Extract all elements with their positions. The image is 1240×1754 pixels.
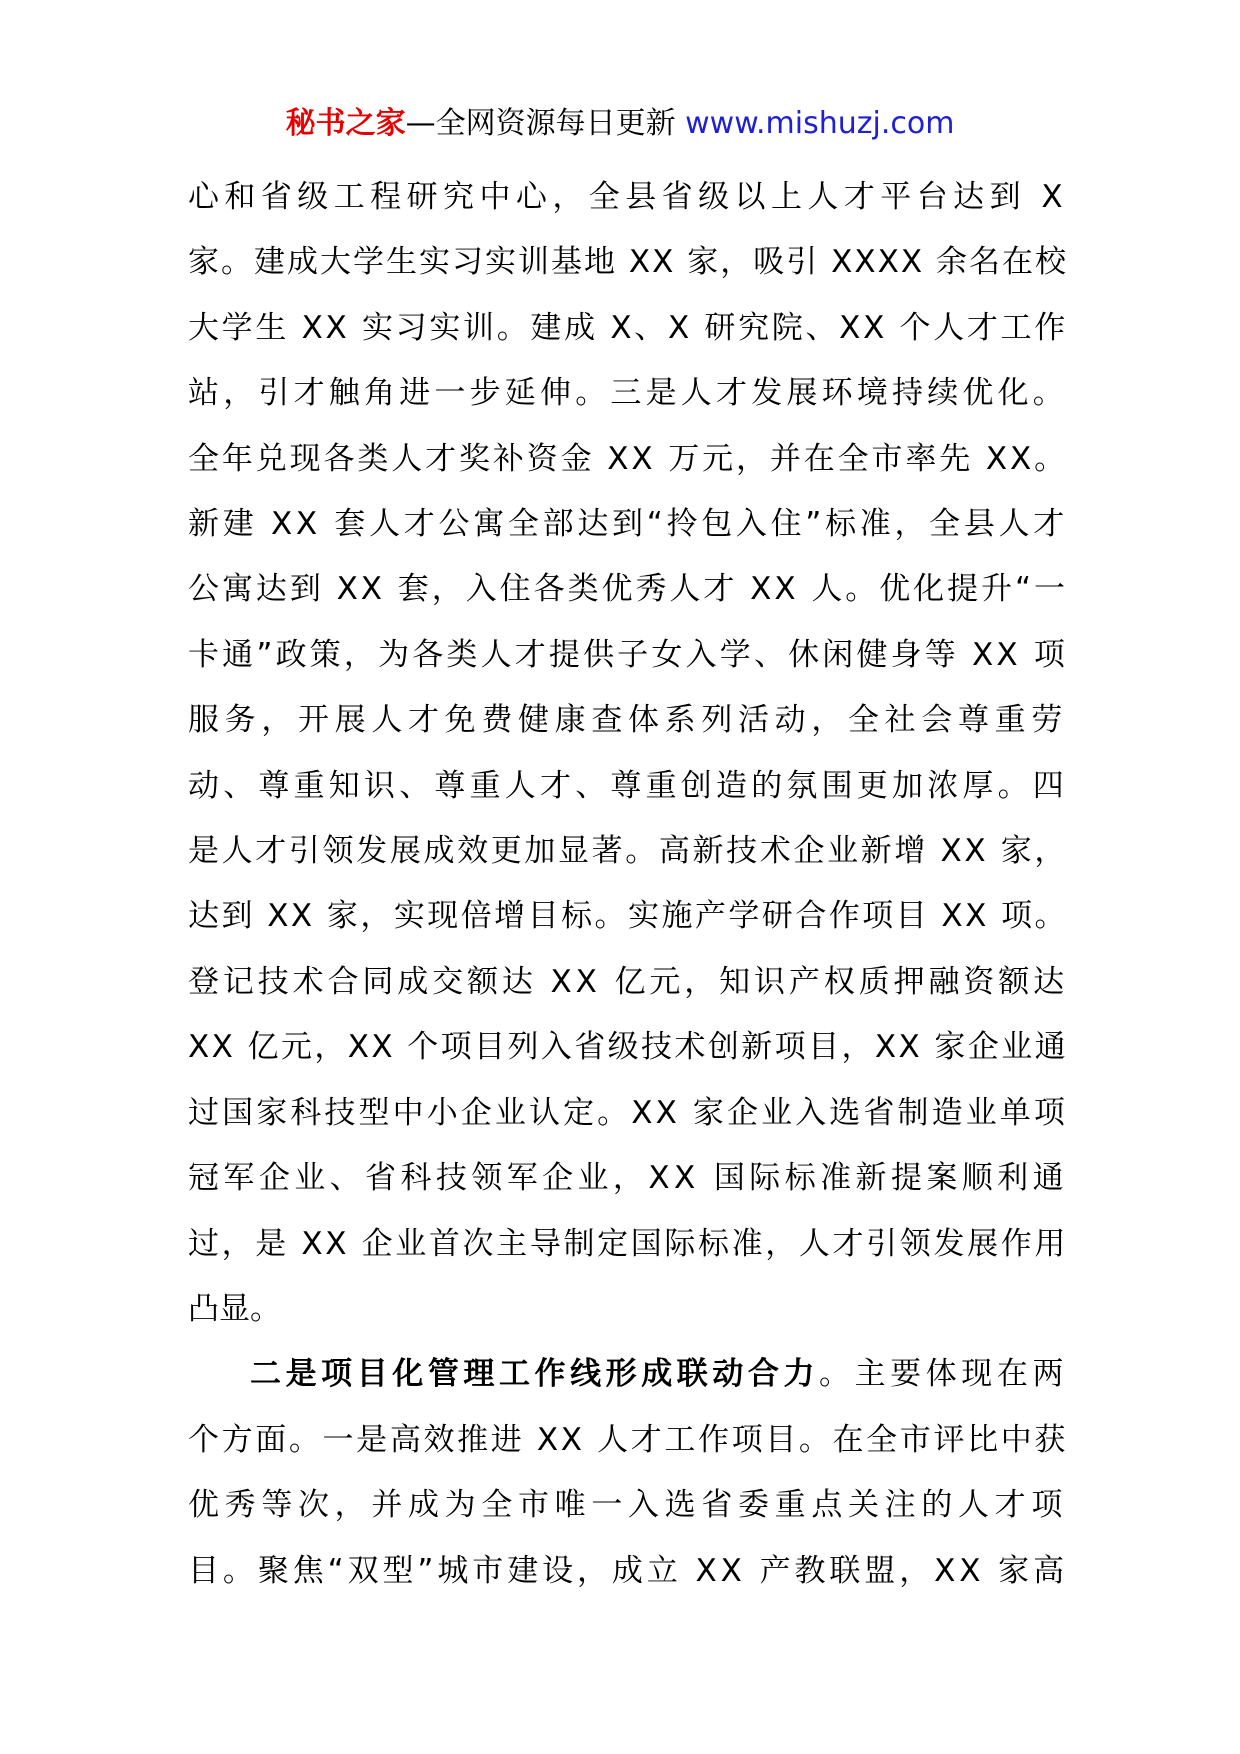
document-body <box>188 165 1068 1604</box>
text-line: 个方面。一是高效推进 XX 人才工作项目。在全市评比中获 <box>188 1421 1068 1458</box>
text-line: 服务，开展人才免费健康查体系列活动，全社会尊重劳 <box>188 702 1068 739</box>
text-line: 动、尊重知识、尊重人才、尊重创造的氛围更加浓厚。四 <box>188 767 1068 804</box>
text-line: 过，是 XX 企业首次主导制定国际标准，人才引领发展作用 <box>188 1225 1068 1262</box>
paragraph-1 <box>188 165 1068 1342</box>
text-line: 凸显。 <box>188 1290 281 1327</box>
text-line: 优秀等次，并成为全市唯一入选省委重点关注的人才项 <box>188 1487 1068 1524</box>
heading-continuation: 。主要体现在两 <box>819 1356 1069 1393</box>
text-line: 新建 XX 套人才公寓全部达到“拎包入住”标准，全县人才 <box>188 506 1068 543</box>
site-header <box>0 104 1240 144</box>
brand-name: 秘书之家 <box>285 106 406 141</box>
text-line: 心和省级工程研究中心，全县省级以上人才平台达到 X <box>188 179 1068 215</box>
text-line: 卡通”政策，为各类人才提供子女入学、休闲健身等 XX 项 <box>188 636 1068 673</box>
text-line: 达到 XX 家，实现倍增目标。实施产学研合作项目 XX 项。 <box>188 898 1068 935</box>
text-line: 目。聚焦“双型”城市建设，成立 XX 产教联盟，XX 家高 <box>188 1552 1068 1589</box>
header-tagline: —全网资源每日更新 <box>405 106 676 141</box>
text-line: 登记技术合同成交额达 XX 亿元，知识产权质押融资额达 <box>188 963 1068 1000</box>
text-line: 全年兑现各类人才奖补资金 XX 万元，并在全市率先 XX。 <box>188 440 1068 477</box>
site-url-link[interactable]: www.mishuzj.com <box>685 106 955 141</box>
paragraph-2 <box>188 1342 1068 1604</box>
text-line: 冠军企业、省科技领军企业，XX 国际标准新提案顺利通 <box>188 1160 1068 1197</box>
text-line: 站，引才触角进一步延伸。三是人才发展环境持续优化。 <box>188 375 1068 412</box>
text-line: 公寓达到 XX 套，入住各类优秀人才 XX 人。优化提升“一 <box>188 571 1068 608</box>
text-line-first <box>188 1342 1068 1407</box>
text-line: 大学生 XX 实习实训。建成 X、X 研究院、XX 个人才工作 <box>188 309 1068 346</box>
section-heading: 二是项目化管理工作线形成联动合力 <box>250 1356 820 1393</box>
text-line: 家。建成大学生实习实训基地 XX 家，吸引 XXXX 余名在校 <box>188 244 1068 281</box>
text-line: 过国家科技型中小企业认定。XX 家企业入选省制造业单项 <box>188 1094 1068 1131</box>
text-line: XX 亿元，XX 个项目列入省级技术创新项目，XX 家企业通 <box>188 1029 1068 1066</box>
text-line: 是人才引领发展成效更加显著。高新技术企业新增 XX 家， <box>188 833 1068 870</box>
